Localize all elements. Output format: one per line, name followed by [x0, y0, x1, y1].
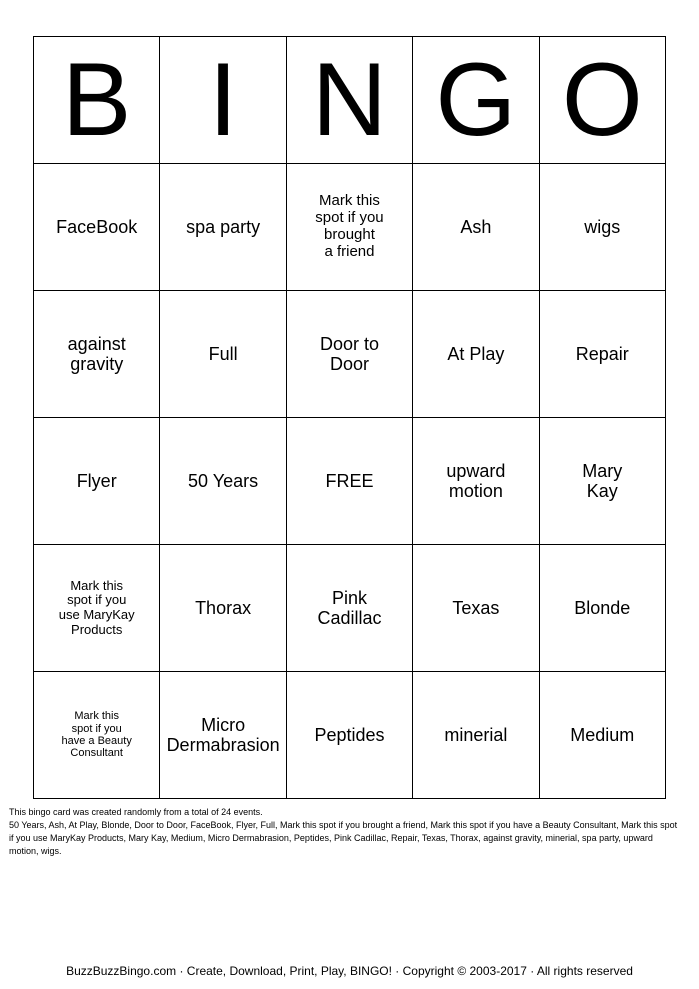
cell-line: spot if you [67, 592, 127, 608]
card-row-3 [34, 418, 666, 545]
cell-line: Kay [586, 481, 618, 501]
bingo-cell-i-3 [160, 418, 286, 545]
bingo-cell-g-3 [413, 418, 539, 545]
cell-line: FREE [325, 470, 374, 491]
cell-line: Repair [575, 343, 629, 364]
cell-line: Mark this [319, 192, 380, 210]
cell-line: a friend [324, 242, 375, 260]
cell-line: Dermabrasion [166, 735, 280, 755]
cell-line: Micro [201, 714, 246, 735]
cell-line: wigs [584, 216, 621, 237]
cell-line: Mark this [70, 577, 124, 593]
cell-line: Mary [582, 460, 623, 481]
footer: BuzzBuzzBingo.com · Create, Download, Print, Play, BINGO! · Copyright © 2003-2017 · All rights reserved [66, 964, 633, 978]
bingo-cell-n-3 [286, 418, 412, 545]
card-info [9, 806, 681, 858]
cell-line: Consultant [70, 747, 123, 760]
bingo-cell-n-2 [286, 291, 412, 418]
bingo-cell-g-4 [413, 545, 539, 672]
card-row-4 [34, 545, 666, 672]
bingo-cell-o-5 [539, 672, 665, 799]
bingo-cell-g-5 [413, 672, 539, 799]
cell-line: Ash [460, 216, 492, 237]
bingo-cell-i-2 [160, 291, 286, 418]
card-row-2 [34, 291, 666, 418]
bingo-cell-b-3 [34, 418, 160, 545]
cell-line: motion [448, 481, 503, 501]
cell-line: Mark this [74, 710, 119, 723]
cell-line: Door to [319, 333, 379, 354]
cell-line: brought [324, 226, 375, 243]
cell-line: Peptides [314, 724, 385, 745]
cell-line: minerial [444, 724, 508, 745]
card-summary: This bingo card was created randomly from a total of 24 events. [9, 807, 263, 817]
bingo-card [33, 36, 666, 799]
bingo-cell-b-4 [34, 545, 160, 672]
bingo-cell-i-1 [160, 164, 286, 291]
bingo-cell-o-3 [539, 418, 665, 545]
cell-line: Products [71, 621, 123, 637]
header-letter-i: I [160, 37, 286, 164]
header-letter-g: G [413, 37, 539, 164]
bingo-cell-b-5 [34, 672, 160, 799]
cell-line: Medium [570, 724, 635, 745]
bingo-cell-g-1 [413, 164, 539, 291]
bingo-cell-b-1 [34, 164, 160, 291]
cell-line: Flyer [76, 470, 117, 491]
cell-line: Full [208, 343, 238, 364]
bingo-cell-g-2 [413, 291, 539, 418]
cell-line: 50 Years [188, 470, 259, 491]
bingo-cell-b-2 [34, 291, 160, 418]
bingo-cell-n-4 [286, 545, 412, 672]
card-row-1 [34, 164, 666, 291]
cell-line: against [67, 333, 126, 354]
cell-line: spa party [186, 216, 261, 237]
cell-line: Texas [452, 597, 500, 618]
header-letter-o: O [539, 37, 665, 164]
cell-line: FaceBook [56, 216, 138, 237]
header-row [34, 37, 666, 164]
cell-line: At Play [447, 343, 505, 364]
bingo-cell-n-5 [286, 672, 412, 799]
cell-line: spot if you [71, 722, 122, 735]
cell-line: Door [329, 354, 369, 374]
cell-line: use MaryKay [58, 607, 135, 622]
cell-line: Blonde [574, 597, 631, 618]
header-letter-b: B [34, 37, 160, 164]
cell-line: Pink [331, 587, 367, 608]
card-row-5 [34, 672, 666, 799]
bingo-cell-o-4 [539, 545, 665, 672]
cell-line: Cadillac [317, 608, 382, 628]
bingo-cell-n-1 [286, 164, 412, 291]
bingo-cell-i-4 [160, 545, 286, 672]
bingo-cell-o-2 [539, 291, 665, 418]
cell-line: spot if you [315, 209, 384, 227]
header-letter-n: N [286, 37, 412, 164]
cell-line: have a Beauty [61, 735, 132, 747]
event-list: 50 Years, Ash, At Play, Blonde, Door to Door, FaceBook, Flyer, Full, Mark this spot if you brought a friend, Mark this spot if you have a Beauty Consultant, Mark this spot if you use MaryKay Products, Mary Kay, Medium, Micro Dermabrasion, Peptides, Pink Cadillac, Repair, Texas, Thorax, against gravity, minerial, spa party, upward motion, wigs. [9, 820, 678, 856]
bingo-cell-i-5 [160, 672, 286, 799]
cell-line: gravity [70, 354, 124, 374]
bingo-cell-o-1 [539, 164, 665, 291]
cell-line: upward [446, 460, 506, 481]
cell-line: Thorax [195, 597, 252, 618]
